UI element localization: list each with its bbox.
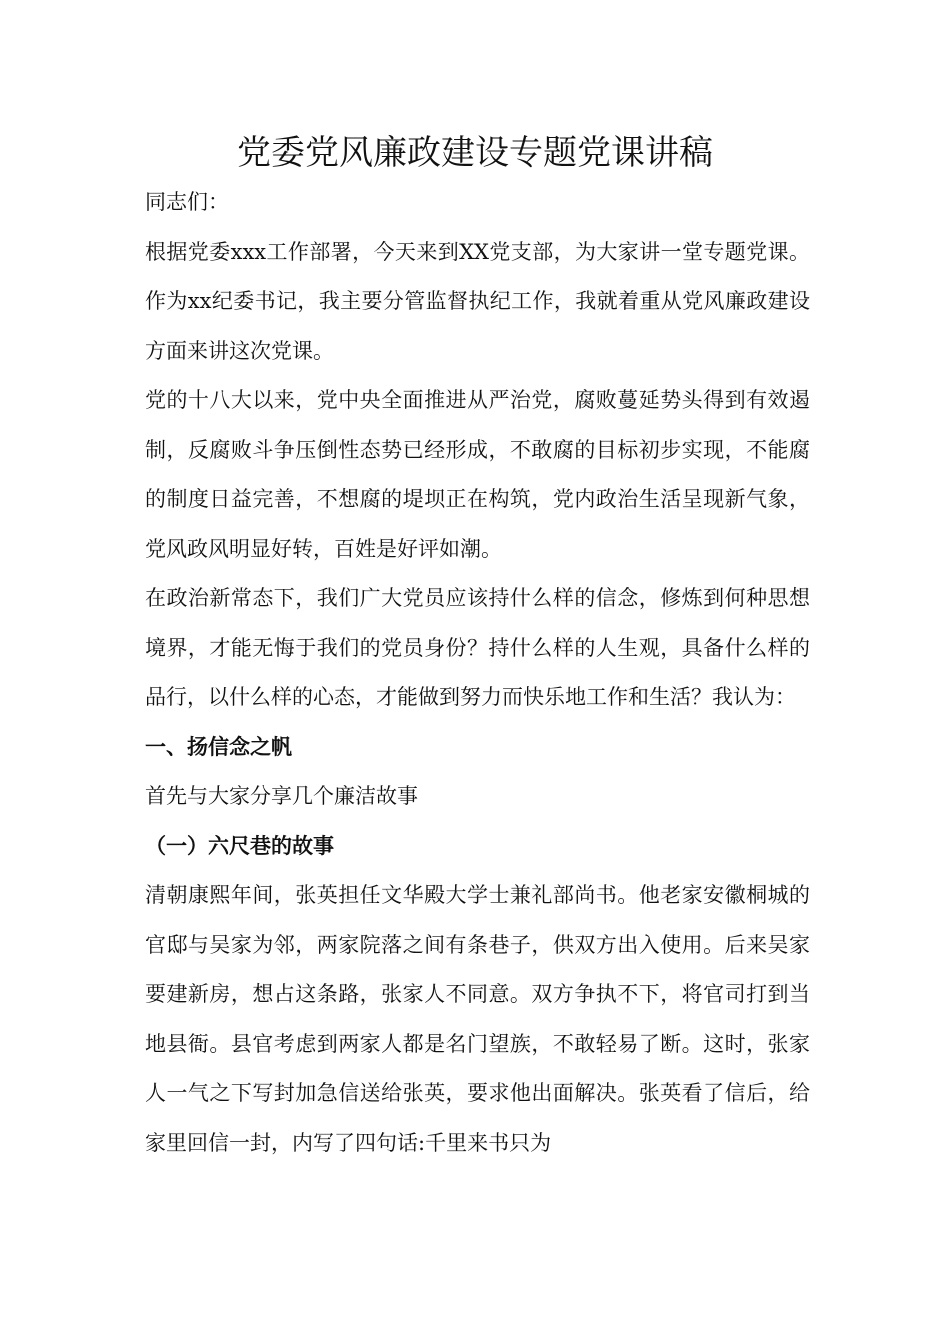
paragraph-question: 在政治新常态下，我们广大党员应该持什么样的信念，修炼到何种思想境界，才能无悔于我们的党员身份？持什么样的人生观，具备什么样的品行，以什么样的心态，才能做到努力而快乐地工作和生活？我认为： [145,586,810,709]
story-paragraph: 清朝康熙年间，张英担任文华殿大学士兼礼部尚书。他老家安徽桐城的官邸与吴家为邻，两家院落之间有条巷子，供双方出入使用。后来吴家要建新房，想占这条路，张家人不同意。双方争执不下，将官司打到当地县衙。县官考虑到两家人都是名门望族，不敢轻易了断。这时，张家人一气之下写封加急信送给张英，要求他出面解决。张英看了信后，给家里回信一封，内写了四句话:千里来书只为 [145,883,810,1155]
paragraph-background: 党的十八大以来，党中央全面推进从严治党，腐败蔓延势头得到有效遏制，反腐败斗争压倒性态势已经形成，不敢腐的目标初步实现，不能腐的制度日益完善，不想腐的堤坝正在构筑，党内政治生活呈现新气象，党风政风明显好转，百姓是好评如潮。 [145,388,810,561]
section-intro: 首先与大家分享几个廉洁故事 [145,784,418,808]
document-title: 党委党风廉政建设专题党课讲稿 [237,133,713,173]
document-body [145,178,810,1168]
salutation: 同志们： [145,190,229,214]
section-heading-1: 一、扬信念之帆 [145,734,292,759]
subsection-heading-1: （一）六尺巷的故事 [145,833,334,858]
paragraph-intro: 根据党委xxx工作部署，今天来到XX党支部，为大家讲一堂专题党课。作为xx纪委书记，我主要分管监督执纪工作，我就着重从党风廉政建设方面来讲这次党课。 [145,239,810,363]
